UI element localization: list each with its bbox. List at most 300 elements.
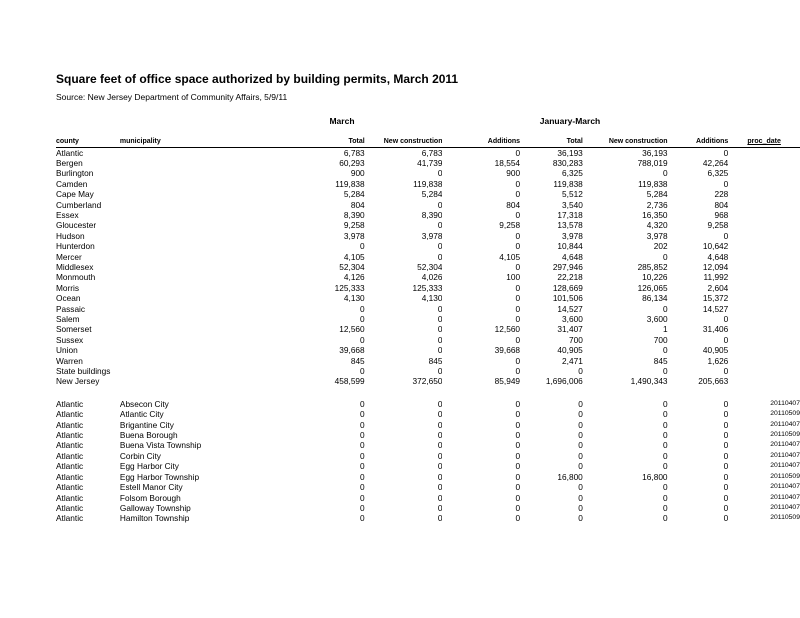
cell-proc-date [728,189,800,199]
cell-proc-date: 20110509 [770,472,800,480]
cell-march-additions: 85,949 [494,376,521,387]
cell-ytd-additions: 0 [723,178,729,189]
cell-ytd-additions: 0 [723,513,729,524]
cell-march-new-construction: 0 [437,450,443,461]
cell-proc-date [728,314,800,324]
cell-ytd-additions: 10,642 [702,241,729,252]
cell-proc-date [728,272,800,282]
cell-proc-date [728,147,800,158]
cell-march-additions: 0 [515,398,521,409]
cell-county: Somerset [56,324,92,335]
county-row [56,324,800,334]
cell-march-new-construction: 372,650 [412,376,443,387]
cell-proc-date [728,366,800,376]
cell-march-total: 8,390 [343,209,365,220]
cell-ytd-new-construction: 0 [662,419,668,430]
header-row [56,137,800,147]
cell-ytd-new-construction: 0 [662,440,668,451]
cell-march-total: 52,304 [339,261,365,272]
county-row [56,304,800,314]
cell-county: Atlantic [56,471,84,482]
cell-municipality [120,220,301,230]
cell-county: Warren [56,355,83,366]
cell-municipality: Absecon City [119,398,169,409]
cell-county: Morris [56,282,80,293]
cell-march-additions: 0 [515,230,521,241]
cell-municipality [120,272,301,282]
cell-march-additions: 0 [515,502,521,513]
cell-march-new-construction: 0 [437,430,443,441]
cell-ytd-total: 0 [578,450,583,461]
cell-march-additions: 0 [515,147,521,158]
cell-march-total: 804 [350,199,365,210]
cell-ytd-total: 2,471 [562,355,583,366]
cell-county: Atlantic [56,419,84,430]
permits-table [56,137,800,524]
cell-ytd-total: 0 [578,366,583,377]
cell-march-new-construction: 5,284 [421,189,443,200]
col-header-ytd-additions: Additions [668,137,729,147]
cell-ytd-new-construction: 3,978 [646,230,668,241]
county-row [56,158,800,168]
cell-march-additions: 39,668 [494,345,521,356]
cell-march-total: 0 [360,502,365,513]
section-spacer [56,387,800,399]
cell-proc-date [728,158,800,168]
cell-ytd-total: 10,844 [557,241,583,252]
municipality-row [56,420,800,430]
cell-ytd-new-construction: 0 [662,398,668,409]
cell-march-additions: 0 [515,314,521,324]
cell-march-total: 119,838 [335,178,365,189]
cell-ytd-new-construction: 1 [662,324,668,335]
cell-county: State buildings [56,366,111,377]
cell-march-additions: 0 [515,178,521,189]
cell-march-total: 4,105 [343,251,365,262]
cell-march-additions: 0 [515,241,521,252]
cell-ytd-new-construction: 0 [662,345,668,356]
cell-ytd-additions: 0 [723,147,729,158]
municipality-row [56,430,800,440]
cell-municipality [120,366,301,376]
cell-ytd-new-construction: 86,134 [642,293,668,304]
cell-march-new-construction: 0 [437,314,443,324]
cell-proc-date: 20110407 [770,441,800,449]
cell-march-new-construction: 0 [437,241,443,252]
cell-march-total: 0 [360,513,365,524]
cell-municipality [120,241,301,251]
cell-march-new-construction: 0 [437,419,443,430]
cell-municipality: Brigantine City [119,419,174,430]
county-row [56,179,800,189]
cell-ytd-additions: 0 [723,334,729,345]
cell-county: Union [56,345,78,356]
cell-ytd-total: 0 [578,409,583,420]
county-row [56,272,800,282]
cell-municipality: Corbin City [119,450,161,461]
cell-ytd-additions: 12,094 [702,261,729,272]
cell-ytd-total: 3,600 [562,314,583,324]
cell-ytd-new-construction: 788,019 [637,157,668,168]
cell-ytd-total: 0 [578,492,583,503]
cell-ytd-total: 128,669 [552,282,583,293]
municipality-row [56,451,800,461]
cell-march-additions: 0 [515,461,521,472]
cell-march-additions: 4,105 [499,251,521,262]
cell-municipality [120,324,301,334]
col-header-municipality: municipality [120,137,301,147]
cell-march-total: 0 [360,398,365,409]
cell-county: Atlantic [56,398,84,409]
cell-ytd-new-construction: 3,600 [646,314,668,324]
cell-ytd-additions: 0 [723,430,729,441]
cell-proc-date: 20110407 [770,503,800,511]
cell-proc-date [728,231,800,241]
cell-march-additions: 804 [506,199,521,210]
cell-march-total: 0 [360,461,365,472]
cell-march-total: 3,978 [343,230,365,241]
cell-march-new-construction: 8,390 [421,209,443,220]
cell-county: Gloucester [56,220,97,231]
cell-municipality [120,231,301,241]
cell-county: New Jersey [56,376,100,387]
cell-march-additions: 0 [515,303,521,314]
cell-march-additions: 0 [515,293,521,304]
cell-ytd-new-construction: 0 [662,461,668,472]
cell-march-total: 39,668 [339,345,365,356]
cell-march-new-construction: 0 [437,513,443,524]
cell-proc-date: 20110407 [770,483,800,491]
cell-ytd-additions: 0 [723,461,729,472]
county-row [56,376,800,386]
cell-march-total: 0 [360,430,365,441]
cell-march-new-construction: 3,978 [421,230,443,241]
cell-county: Atlantic [56,450,84,461]
cell-ytd-new-construction: 0 [662,430,668,441]
cell-march-additions: 0 [515,513,521,524]
cell-county: Salem [56,314,80,324]
cell-proc-date: 20110407 [770,493,800,501]
cell-ytd-total: 6,325 [562,168,583,179]
cell-municipality: Galloway Township [119,502,191,513]
cell-proc-date: 20110509 [770,410,800,418]
cell-proc-date: 20110407 [770,462,800,470]
county-row [56,356,800,366]
cell-municipality: Buena Vista Township [119,440,202,451]
cell-ytd-new-construction: 0 [662,409,668,420]
cell-municipality: Egg Harbor City [119,461,179,472]
cell-ytd-total: 16,800 [557,471,583,482]
cell-ytd-new-construction: 16,350 [642,209,668,220]
cell-municipality: Atlantic City [119,409,164,420]
cell-county: Camden [56,178,88,189]
cell-march-new-construction: 0 [437,492,443,503]
cell-county: Passaic [56,303,86,314]
cell-ytd-new-construction: 16,800 [642,471,668,482]
cell-march-new-construction: 0 [437,398,443,409]
cell-ytd-total: 297,946 [552,261,583,272]
table-body [56,147,800,524]
cell-march-new-construction: 0 [437,482,443,493]
cell-ytd-additions: 0 [723,366,729,377]
county-row [56,168,800,178]
cell-municipality [120,200,301,210]
cell-march-additions: 0 [515,334,521,345]
cell-march-new-construction: 6,783 [421,147,443,158]
cell-ytd-new-construction: 0 [662,450,668,461]
cell-ytd-total: 5,512 [562,189,583,200]
county-row [56,210,800,220]
cell-march-new-construction: 0 [437,199,443,210]
cell-proc-date [728,252,800,262]
cell-ytd-new-construction: 0 [662,303,668,314]
county-row [56,231,800,241]
cell-march-total: 0 [360,409,365,420]
cell-ytd-additions: 0 [723,492,729,503]
cell-ytd-new-construction: 0 [662,482,668,493]
cell-march-additions: 0 [515,430,521,441]
cell-ytd-total: 700 [568,334,583,345]
cell-municipality: Hamilton Township [119,513,190,524]
cell-ytd-total: 101,506 [552,293,583,304]
cell-municipality [120,293,301,303]
cell-ytd-additions: 0 [723,450,729,461]
cell-march-total: 4,130 [343,293,365,304]
cell-municipality: Egg Harbor Township [119,471,200,482]
cell-march-new-construction: 0 [437,251,443,262]
cell-march-new-construction: 125,333 [412,282,443,293]
cell-ytd-total: 1,696,006 [545,376,583,387]
cell-march-new-construction: 0 [437,334,443,345]
cell-ytd-new-construction: 2,736 [646,199,668,210]
col-header-march-total: Total [301,137,365,147]
cell-ytd-new-construction: 0 [662,366,668,377]
group-header-march: March [329,116,355,126]
cell-march-total: 0 [360,440,365,451]
cell-ytd-new-construction: 36,193 [642,147,668,158]
cell-march-total: 458,599 [334,376,365,387]
cell-county: Bergen [56,157,83,168]
cell-municipality [120,168,301,178]
municipality-row [56,482,800,492]
cell-ytd-additions: 0 [723,409,729,420]
cell-ytd-total: 0 [578,398,583,409]
cell-proc-date [728,335,800,345]
cell-municipality [120,147,301,158]
col-header-proc-date: proc_date [728,137,800,147]
cell-ytd-additions: 42,264 [702,157,729,168]
county-row [56,200,800,210]
cell-municipality [120,304,301,314]
cell-march-additions: 0 [515,282,521,293]
cell-county: Atlantic [56,147,84,158]
cell-ytd-total: 0 [578,430,583,441]
cell-ytd-total: 3,978 [562,230,583,241]
cell-march-total: 9,258 [343,220,365,231]
cell-county: Monmouth [56,272,96,283]
cell-ytd-new-construction: 1,490,343 [630,376,668,387]
cell-march-total: 125,333 [334,282,365,293]
cell-county: Atlantic [56,440,84,451]
cell-proc-date [728,168,800,178]
cell-municipality [120,158,301,168]
cell-proc-date: 20110509 [770,431,800,439]
county-row [56,335,800,345]
cell-march-total: 5,284 [343,189,365,200]
cell-ytd-total: 31,407 [557,324,583,335]
cell-municipality [120,356,301,366]
cell-ytd-total: 0 [578,502,583,513]
cell-county: Atlantic [56,482,84,493]
cell-proc-date: 20110407 [770,420,800,428]
cell-march-additions: 12,560 [494,324,521,335]
cell-county: Hudson [56,230,85,241]
cell-ytd-additions: 1,626 [707,355,729,366]
cell-march-new-construction: 0 [437,303,443,314]
cell-proc-date [728,210,800,220]
cell-ytd-additions: 0 [723,398,729,409]
cell-proc-date [728,283,800,293]
cell-march-additions: 18,554 [494,157,521,168]
cell-ytd-total: 0 [578,482,583,493]
cell-march-total: 845 [350,355,365,366]
cell-municipality [120,335,301,345]
cell-march-new-construction: 52,304 [417,261,443,272]
cell-county: Cape May [56,189,94,200]
cell-ytd-new-construction: 126,065 [637,282,668,293]
cell-municipality [120,189,301,199]
cell-ytd-total: 14,527 [557,303,583,314]
cell-ytd-total: 0 [578,461,583,472]
cell-ytd-additions: 11,992 [703,272,729,283]
cell-march-additions: 0 [515,492,521,503]
cell-county: Atlantic [56,492,84,503]
cell-march-new-construction: 0 [437,471,443,482]
cell-proc-date [728,356,800,366]
cell-municipality [120,179,301,189]
county-row [56,283,800,293]
cell-county: Atlantic [56,430,84,441]
report-title: Square feet of office space authorized by building permits, March 2011 [56,72,459,86]
cell-march-new-construction: 0 [437,345,443,356]
cell-march-new-construction: 0 [437,409,443,420]
municipality-row [56,513,800,523]
cell-ytd-additions: 6,325 [707,168,729,179]
cell-municipality [120,210,301,220]
cell-ytd-new-construction: 700 [653,334,668,345]
col-header-ytd-new-construction: New construction [583,137,668,147]
cell-march-total: 900 [350,168,365,179]
county-row [56,314,800,324]
cell-ytd-additions: 14,527 [702,303,729,314]
cell-proc-date [728,262,800,272]
cell-march-new-construction: 845 [428,355,443,366]
cell-municipality [120,376,301,386]
cell-march-additions: 0 [515,189,521,200]
cell-ytd-total: 40,905 [557,345,583,356]
cell-march-new-construction: 0 [437,366,443,377]
county-row [56,366,800,376]
cell-march-additions: 0 [515,355,521,366]
cell-march-total: 12,560 [339,324,365,335]
cell-ytd-additions: 0 [723,419,729,430]
cell-proc-date [728,220,800,230]
cell-proc-date [728,376,800,386]
cell-march-total: 0 [360,471,365,482]
cell-ytd-additions: 15,372 [702,293,729,304]
cell-ytd-additions: 40,905 [702,345,729,356]
cell-march-total: 0 [360,303,365,314]
cell-ytd-additions: 0 [723,471,729,482]
cell-municipality: Estell Manor City [119,482,183,493]
municipality-row [56,493,800,503]
cell-municipality [120,262,301,272]
county-row [56,293,800,303]
cell-ytd-new-construction: 5,284 [646,189,668,200]
cell-march-total: 0 [360,241,365,252]
cell-march-new-construction: 0 [437,461,443,472]
cell-march-total: 0 [360,482,365,493]
county-row [56,220,800,230]
cell-ytd-new-construction: 285,852 [637,261,668,272]
cell-county: Cumberland [56,199,102,210]
county-row [56,241,800,251]
cell-municipality [120,252,301,262]
cell-ytd-additions: 0 [723,440,729,451]
municipality-row [56,503,800,513]
cell-march-new-construction: 0 [437,324,443,335]
cell-ytd-total: 0 [578,440,583,451]
cell-proc-date [728,293,800,303]
cell-proc-date [728,345,800,355]
cell-ytd-additions: 968 [714,209,729,220]
cell-ytd-additions: 0 [723,230,729,241]
cell-march-total: 0 [360,314,365,324]
cell-ytd-total: 13,578 [557,220,583,231]
cell-march-total: 6,783 [343,147,365,158]
cell-ytd-additions: 804 [714,199,729,210]
cell-county: Atlantic [56,513,84,524]
cell-ytd-total: 0 [578,419,583,430]
cell-march-total: 0 [360,419,365,430]
cell-proc-date: 20110509 [770,514,800,522]
cell-ytd-total: 830,283 [552,157,583,168]
cell-municipality [120,314,301,324]
cell-ytd-new-construction: 4,320 [646,220,668,231]
cell-proc-date [728,304,800,314]
cell-ytd-total: 0 [578,513,583,524]
cell-municipality: Folsom Borough [119,492,181,503]
cell-ytd-additions: 0 [723,314,729,324]
cell-ytd-additions: 0 [723,482,729,493]
cell-march-additions: 0 [515,419,521,430]
cell-ytd-total: 119,838 [553,178,583,189]
county-row [56,147,800,158]
cell-march-total: 0 [360,450,365,461]
cell-ytd-additions: 31,406 [702,324,729,335]
municipality-row [56,409,800,419]
cell-ytd-new-construction: 845 [653,355,668,366]
cell-ytd-new-construction: 0 [662,513,668,524]
cell-county: Essex [56,209,79,220]
cell-county: Atlantic [56,409,84,420]
cell-ytd-new-construction: 0 [662,492,668,503]
cell-municipality [120,345,301,355]
cell-ytd-additions: 9,258 [707,220,729,231]
county-row [56,189,800,199]
cell-march-new-construction: 0 [437,440,443,451]
cell-ytd-new-construction: 0 [662,502,668,513]
